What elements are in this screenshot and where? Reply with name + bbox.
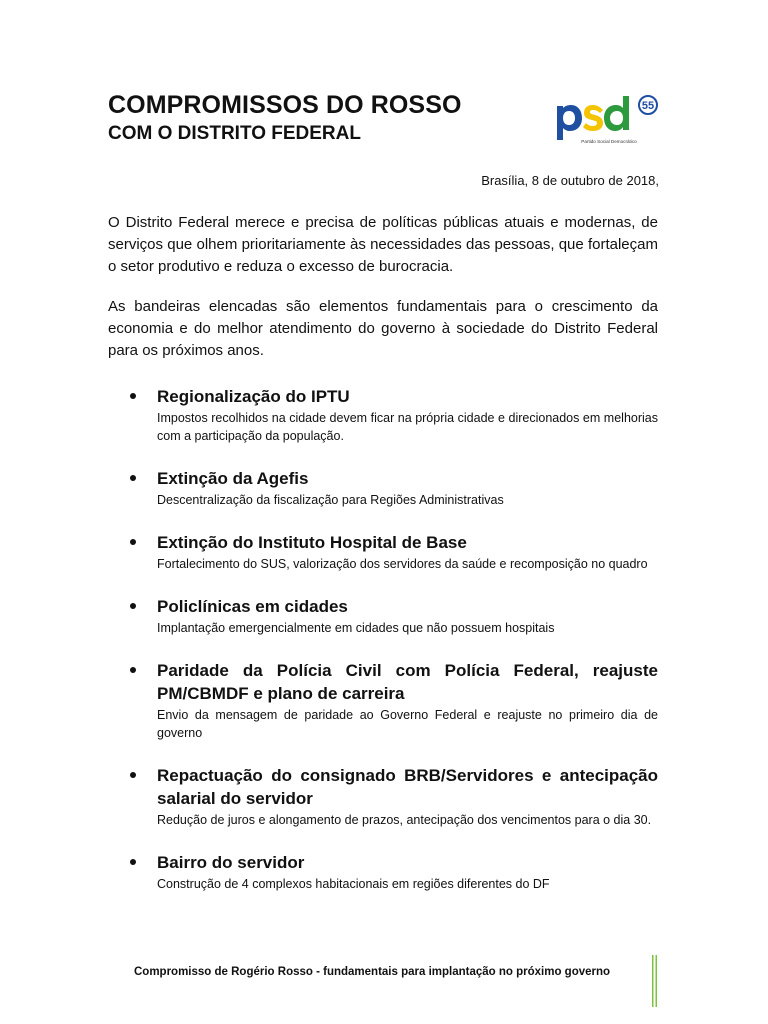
item-title: Extinção da Agefis [157, 469, 309, 488]
logo-letter-d [604, 96, 629, 131]
bullet-icon [130, 859, 136, 865]
list-item [130, 467, 658, 509]
item-title: Regionalização do IPTU [157, 387, 350, 406]
list-item [130, 659, 658, 742]
bullet-icon [130, 667, 136, 673]
logo-number: 55 [641, 100, 655, 112]
item-title: Extinção do Instituto Hospital de Base [157, 533, 467, 552]
item-description: Implantação emergencialmente em cidades que não possuem hospitais [157, 621, 555, 635]
psd-logo-icon [553, 92, 663, 148]
item-description: Descentralização da fiscalização para Regiões Administrativas [157, 493, 504, 507]
item-title: Policlínicas em cidades [157, 597, 348, 616]
bullet-icon [130, 393, 136, 399]
commitments-list [130, 385, 658, 915]
item-description: Impostos recolhidos na cidade devem ficar na própria cidade e direcionados em melhorias com a participação da população. [157, 411, 658, 443]
footer-divider-icon [652, 955, 658, 1007]
list-item [130, 595, 658, 637]
list-item [130, 385, 658, 445]
bullet-icon [130, 475, 136, 481]
logo-letter-s [583, 105, 603, 131]
bullet-icon [130, 603, 136, 609]
document-subtitle: COM O DISTRITO FEDERAL [108, 123, 361, 144]
item-title: Paridade da Polícia Civil com Polícia Federal, reajuste PM/CBMDF e plano de carreira [157, 661, 658, 703]
logo-tagline: Partido Social Democrático [581, 139, 637, 144]
list-item [130, 764, 658, 829]
document-title: COMPROMISSOS DO ROSSO [108, 91, 462, 119]
bullet-icon [130, 772, 136, 778]
intro-paragraph-1: O Distrito Federal merece e precisa de políticas públicas atuais e modernas, de serviços que olhem prioritariamente às necessidades das pessoas, que fortaleçam o setor produtivo e reduza o excesso de burocracia. [108, 214, 658, 275]
item-description: Fortalecimento do SUS, valorização dos servidores da saúde e recomposição no quadro [157, 557, 648, 571]
item-description: Envio da mensagem de paridade ao Governo Federal e reajuste no primeiro dia de governo [157, 708, 658, 740]
list-item [130, 851, 658, 893]
item-title: Bairro do servidor [157, 853, 305, 872]
logo-letter-p [557, 105, 582, 140]
document-date: Brasília, 8 de outubro de 2018, [481, 173, 659, 188]
list-item [130, 531, 658, 573]
item-description: Redução de juros e alongamento de prazos, antecipação dos vencimentos para o dia 30. [157, 813, 652, 827]
intro-paragraph-2: As bandeiras elencadas são elementos fundamentais para o crescimento da economia e do melhor atendimento do governo à sociedade do Distrito Federal para os próximos anos. [108, 298, 658, 359]
bullet-icon [130, 539, 136, 545]
footer-note: Compromisso de Rogério Rosso - fundamentais para implantação no próximo governo [134, 966, 611, 978]
item-title: Repactuação do consignado BRB/Servidores e antecipação salarial do servidor [157, 766, 658, 808]
item-description: Construção de 4 complexos habitacionais em regiões diferentes do DF [157, 877, 550, 891]
